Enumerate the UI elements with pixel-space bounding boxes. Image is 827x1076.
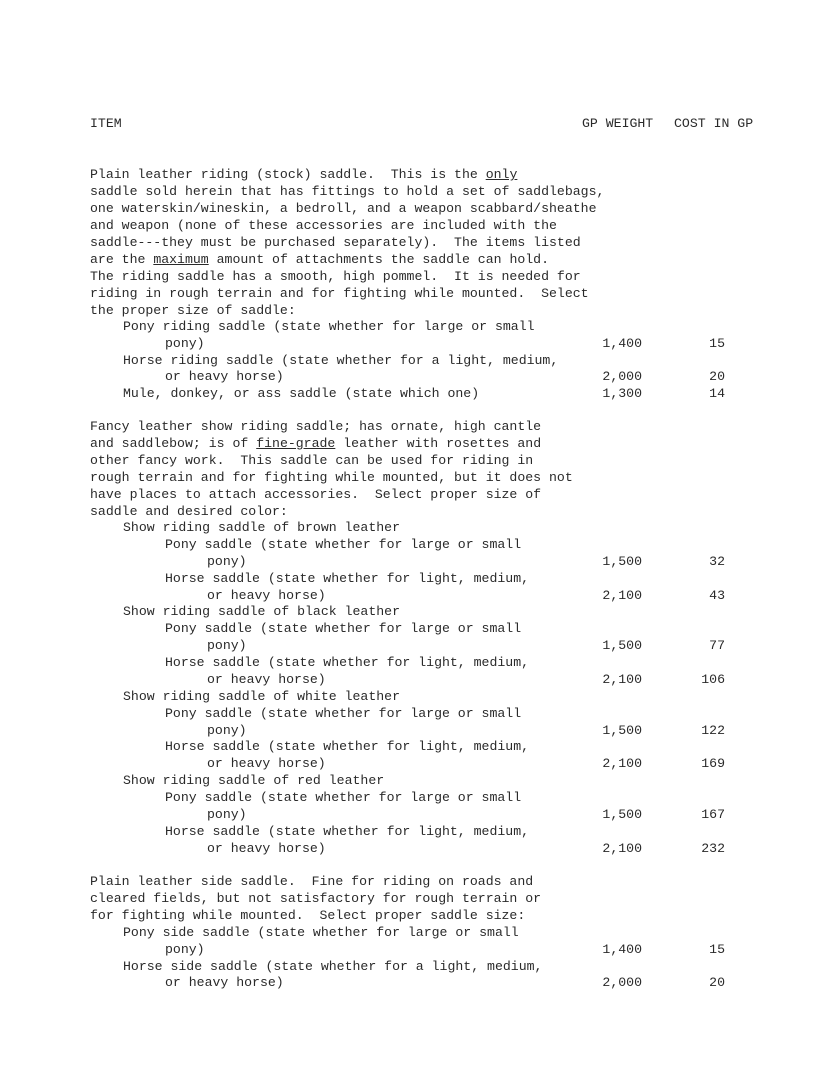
column-header-cost: COST IN GP	[674, 116, 754, 131]
cost-value: 20	[709, 975, 725, 990]
item-line: Pony side saddle (state whether for large or small	[123, 925, 519, 940]
paragraph-line: riding in rough terrain and for fighting while mounted. Select	[90, 286, 589, 301]
paragraph-line: Fancy leather show riding saddle; has ornate, high cantle	[90, 419, 542, 434]
weight-value: 2,100	[602, 672, 642, 687]
item-line: Horse saddle (state whether for light, medium,	[165, 824, 530, 839]
item-line: Mule, donkey, or ass saddle (state which one)	[123, 386, 480, 401]
item-line: pony)	[207, 638, 247, 653]
cost-value: 15	[709, 942, 725, 957]
paragraph-line: The riding saddle has a smooth, high pommel. It is needed for	[90, 269, 581, 284]
item-line: Horse side saddle (state whether for a light, medium,	[123, 959, 543, 974]
item-line: Pony riding saddle (state whether for large or small	[123, 319, 535, 334]
cost-value: 167	[701, 807, 725, 822]
subheading-brown: Show riding saddle of brown leather	[123, 520, 400, 535]
item-line: or heavy horse)	[207, 756, 326, 771]
paragraph-line: other fancy work. This saddle can be used for riding in	[90, 453, 534, 468]
cost-value: 77	[709, 638, 725, 653]
weight-value: 1,500	[602, 554, 642, 569]
weight-value: 1,300	[602, 386, 642, 401]
item-line: pony)	[207, 554, 247, 569]
item-line: pony)	[207, 723, 247, 738]
weight-value: 1,400	[602, 336, 642, 351]
weight-value: 2,000	[602, 369, 642, 384]
item-line: Horse saddle (state whether for light, medium,	[165, 739, 530, 754]
emphasis-fine-grade: fine-grade	[256, 436, 336, 451]
column-header-weight: GP WEIGHT	[582, 116, 654, 131]
item-line: pony)	[165, 942, 205, 957]
item-line: or heavy horse)	[207, 841, 326, 856]
weight-value: 1,500	[602, 638, 642, 653]
paragraph-line: and saddlebow; is of fine-grade leather with rosettes and	[90, 436, 542, 451]
item-line: or heavy horse)	[207, 672, 326, 687]
subheading-black: Show riding saddle of black leather	[123, 604, 400, 619]
item-line: Horse saddle (state whether for light, medium,	[165, 571, 530, 586]
subheading-red: Show riding saddle of red leather	[123, 773, 385, 788]
paragraph-line: and weapon (none of these accessories are included with the	[90, 218, 557, 233]
cost-value: 43	[709, 588, 725, 603]
paragraph-line: Plain leather riding (stock) saddle. This is the only	[90, 167, 518, 182]
item-line: or heavy horse)	[165, 975, 284, 990]
paragraph-line: saddle sold herein that has fittings to hold a set of saddlebags,	[90, 184, 605, 199]
item-line: pony)	[207, 807, 247, 822]
cost-value: 15	[709, 336, 725, 351]
cost-value: 32	[709, 554, 725, 569]
item-line: pony)	[165, 336, 205, 351]
weight-value: 1,400	[602, 942, 642, 957]
weight-value: 2,100	[602, 756, 642, 771]
paragraph-line: are the maximum amount of attachments the saddle can hold.	[90, 252, 550, 267]
paragraph-line: saddle and desired color:	[90, 504, 288, 519]
item-line: Horse saddle (state whether for light, medium,	[165, 655, 530, 670]
emphasis-only: only	[485, 167, 518, 182]
paragraph-line: have places to attach accessories. Select proper size of	[90, 487, 542, 502]
cost-value: 20	[709, 369, 725, 384]
item-line: Pony saddle (state whether for large or small	[165, 537, 522, 552]
item-line: Pony saddle (state whether for large or small	[165, 790, 522, 805]
subheading-white: Show riding saddle of white leather	[123, 689, 400, 704]
weight-value: 2,100	[602, 841, 642, 856]
item-line: Pony saddle (state whether for large or small	[165, 621, 522, 636]
item-line: Pony saddle (state whether for large or small	[165, 706, 522, 721]
cost-value: 122	[701, 723, 725, 738]
item-line: or heavy horse)	[165, 369, 284, 384]
paragraph-line: one waterskin/wineskin, a bedroll, and a weapon scabbard/sheathe	[90, 201, 597, 216]
paragraph-line: cleared fields, but not satisfactory for rough terrain or	[90, 891, 542, 906]
paragraph-line: rough terrain and for fighting while mounted, but it does not	[90, 470, 573, 485]
weight-value: 2,100	[602, 588, 642, 603]
paragraph-line: the proper size of saddle:	[90, 303, 296, 318]
paragraph-line: saddle---they must be purchased separately). The items listed	[90, 235, 581, 250]
column-header-item: ITEM	[90, 116, 122, 131]
emphasis-maximum: maximum	[153, 252, 209, 267]
weight-value: 1,500	[602, 807, 642, 822]
cost-value: 14	[709, 386, 725, 401]
item-line: or heavy horse)	[207, 588, 326, 603]
weight-value: 2,000	[602, 975, 642, 990]
paragraph-line: Plain leather side saddle. Fine for riding on roads and	[90, 874, 534, 889]
cost-value: 169	[701, 756, 725, 771]
weight-value: 1,500	[602, 723, 642, 738]
paragraph-line: for fighting while mounted. Select proper saddle size:	[90, 908, 526, 923]
item-line: Horse riding saddle (state whether for a light, medium,	[123, 353, 559, 368]
cost-value: 106	[701, 672, 725, 687]
cost-value: 232	[701, 841, 725, 856]
